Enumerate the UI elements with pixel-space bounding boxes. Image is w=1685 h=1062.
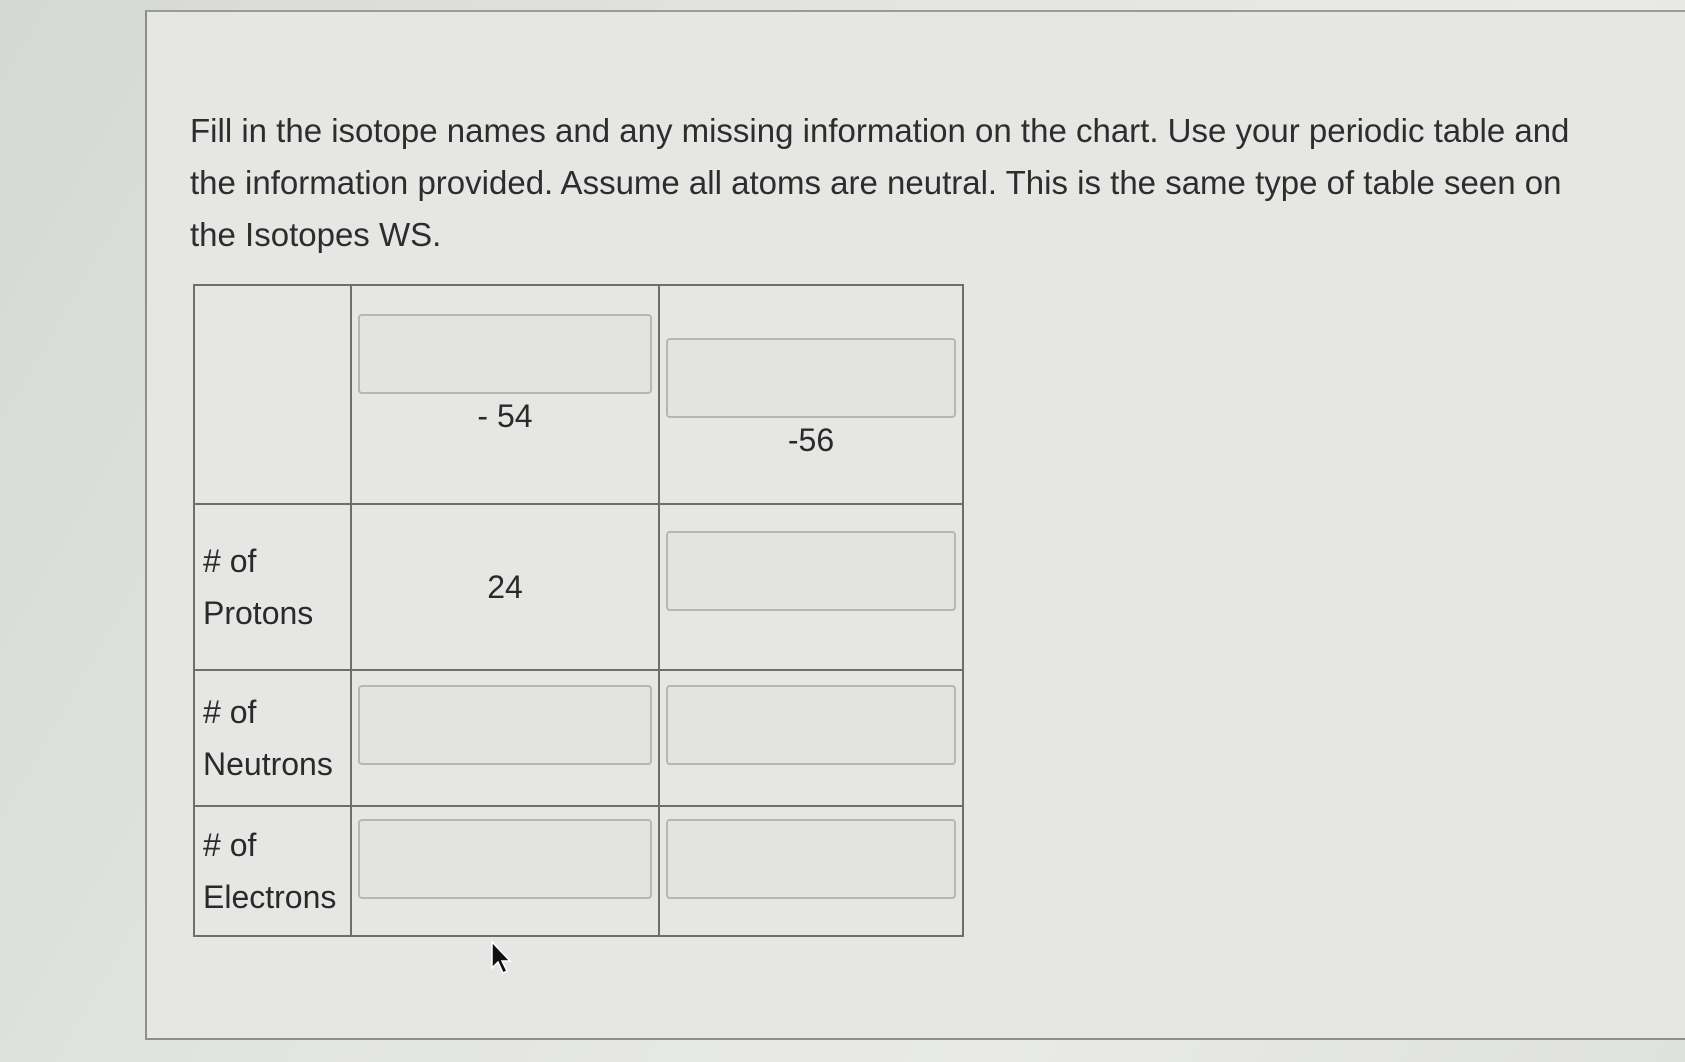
isotope-b-electrons-input[interactable] [666,819,956,899]
mouse-pointer-icon [490,940,514,976]
table-corner-cell [194,285,351,504]
isotope-a-neutrons-input[interactable] [358,685,652,765]
isotope-b-header-cell [659,285,963,504]
row-label-protons: # of Protons [194,504,351,670]
row-label-neutrons: # of Neutrons [194,670,351,806]
isotope-a-name-input[interactable] [358,314,652,394]
isotope-b-protons-cell [659,504,963,670]
table-row-protons [194,504,963,670]
isotope-a-mass-label: - 54 [477,398,533,434]
isotope-a-electrons-cell [351,806,659,936]
isotope-b-protons-input[interactable] [666,531,956,611]
isotope-a-neutrons-cell [351,670,659,806]
isotope-b-name-input[interactable] [666,338,956,418]
isotope-b-neutrons-input[interactable] [666,685,956,765]
isotope-b-electrons-cell [659,806,963,936]
isotope-b-mass-label: -56 [787,422,835,458]
isotope-a-electrons-input[interactable] [358,819,652,899]
isotope-b-neutrons-cell [659,670,963,806]
row-label-electrons: # of Electrons [194,806,351,936]
table-row-header [194,285,963,504]
isotope-a-header-cell [351,285,659,504]
isotope-a-protons-cell: 24 [351,504,659,670]
table-row-neutrons [194,670,963,806]
isotope-table [193,284,964,937]
question-prompt: Fill in the isotope names and any missing information on the chart. Use your periodic table and the information provided. Assume all atoms are neutral. This is the same type of table seen on the Isotopes WS. [190,112,1570,253]
table-row-electrons [194,806,963,936]
